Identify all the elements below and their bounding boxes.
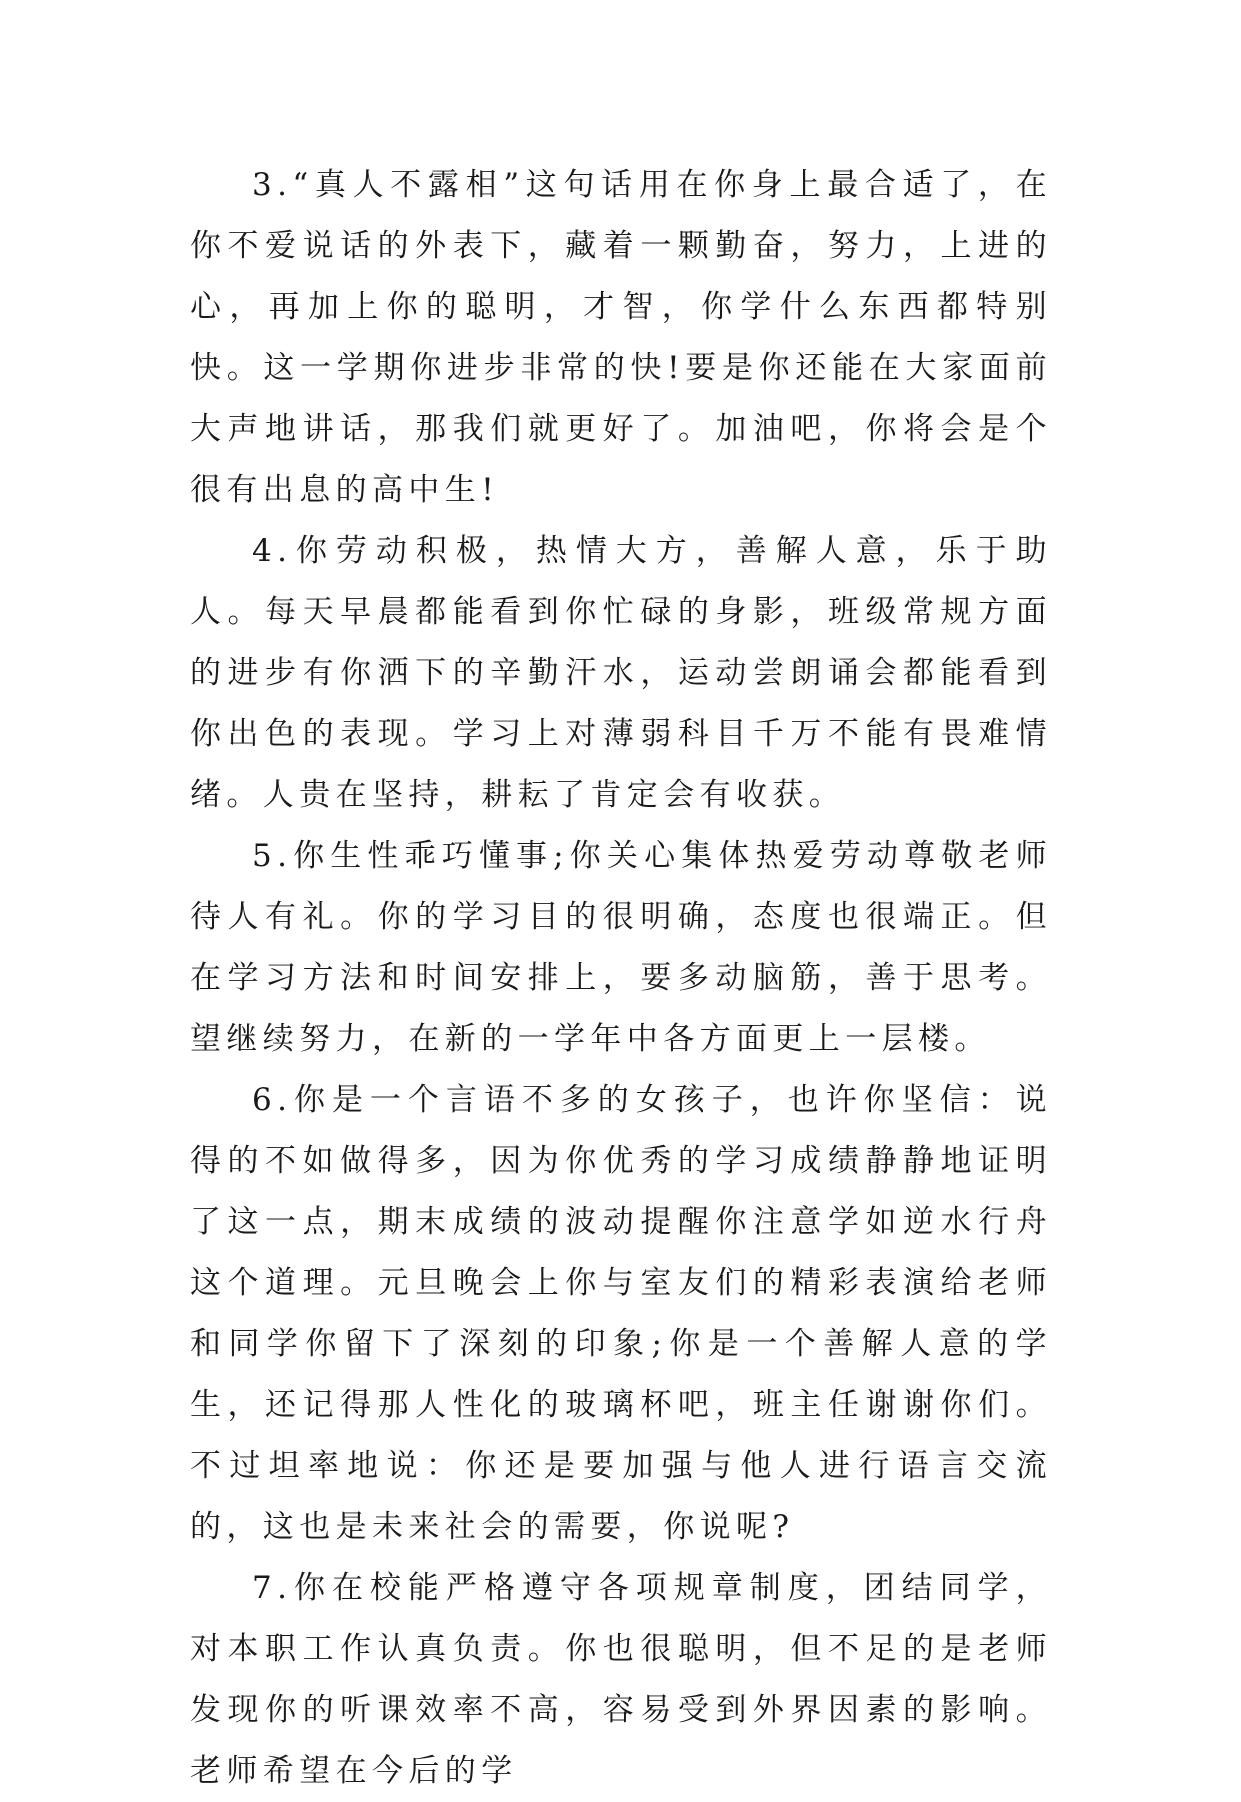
comment-paragraph-5: 5.你生性乖巧懂事;你关心集体热爱劳动尊敬老师待人有礼。你的学习目的很明确，态度也很端正。但在学习方法和时间安排上，要多动脑筋，善于思考。望继续努力，在新的一学年中各方面更上一层楼。 — [190, 838, 1052, 1057]
comment-paragraph-6: 6.你是一个言语不多的女孩子，也许你坚信：说得的不如做得多，因为你优秀的学习成绩静静地证明了这一点，期末成绩的波动提醒你注意学如逆水行舟这个道理。元旦晚会上你与室友们的精彩表演给老师和同学你留下了深刻的印象;你是一个善解人意的学生，还记得那人性化的玻璃杯吧，班主任谢谢你们。不过坦率地说：你还是要加强与他人进行语言交流的，这也是未来社会的需要，你说呢? — [190, 1082, 1052, 1545]
comment-paragraph-3: 3.“真人不露相”这句话用在你身上最合适了，在你不爱说话的外表下，藏着一颗勤奋，努力，上进的心，再加上你的聪明，才智，你学什么东西都特别快。这一学期你进步非常的快!要是你还能在大家面前大声地讲话，那我们就更好了。加油吧，你将会是个很有出息的高中生! — [190, 167, 1052, 508]
document-body — [190, 155, 1052, 1802]
comment-paragraph-7: 7.你在校能严格遵守各项规章制度，团结同学，对本职工作认真负责。你也很聪明，但不足的是老师发现你的听课效率不高，容易受到外界因素的影响。老师希望在今后的学 — [190, 1570, 1052, 1789]
comment-paragraph-4: 4.你劳动积极，热情大方，善解人意，乐于助人。每天早晨都能看到你忙碌的身影，班级常规方面的进步有你洒下的辛勤汗水，运动尝朗诵会都能看到你出色的表现。学习上对薄弱科目千万不能有畏难情绪。人贵在坚持，耕耘了肯定会有收获。 — [190, 533, 1052, 813]
